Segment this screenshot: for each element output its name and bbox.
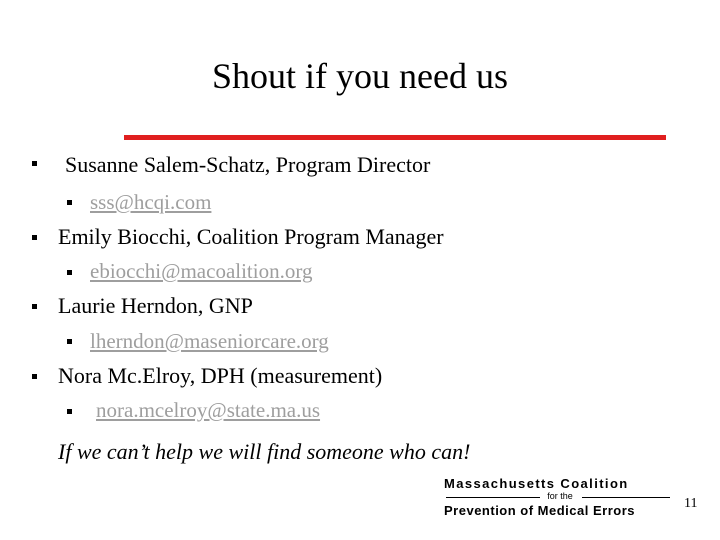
logo-line-1: Massachusetts Coalition bbox=[444, 476, 629, 491]
contact-name-3: Laurie Herndon, GNP bbox=[58, 293, 253, 318]
logo-rule-right bbox=[582, 497, 670, 498]
bullet-icon bbox=[32, 161, 37, 166]
logo-line-2: for the bbox=[547, 491, 573, 501]
contact-email-4[interactable]: nora.mcelroy@state.ma.us bbox=[96, 398, 321, 422]
bullet-icon bbox=[67, 409, 72, 414]
logo-line-2-row bbox=[444, 491, 674, 503]
contact-name-4: Nora Mc.Elroy, DPH (measurement) bbox=[58, 363, 383, 388]
title-divider bbox=[124, 135, 666, 140]
bullet-icon bbox=[67, 339, 72, 344]
logo-line-3: Prevention of Medical Errors bbox=[444, 503, 635, 518]
closing-note: If we can’t help we will find someone who can! bbox=[58, 439, 471, 464]
bullet-icon bbox=[67, 200, 72, 205]
contact-email-2[interactable]: ebiocchi@macoalition.org bbox=[90, 259, 313, 283]
bullet-icon bbox=[32, 374, 37, 379]
bullet-icon bbox=[32, 235, 37, 240]
bullet-icon bbox=[67, 270, 72, 275]
page-number: 11 bbox=[684, 496, 698, 511]
slide-title: Shout if you need us bbox=[212, 56, 508, 96]
contact-email-1[interactable]: sss@hcqi.com bbox=[90, 190, 212, 214]
bullet-icon bbox=[32, 304, 37, 309]
coalition-logo bbox=[444, 476, 674, 518]
contact-email-3[interactable]: lherndon@maseniorcare.org bbox=[90, 329, 329, 353]
contact-name-2: Emily Biocchi, Coalition Program Manager bbox=[58, 224, 444, 249]
contact-name-1: Susanne Salem-Schatz, Program Director bbox=[65, 152, 431, 177]
